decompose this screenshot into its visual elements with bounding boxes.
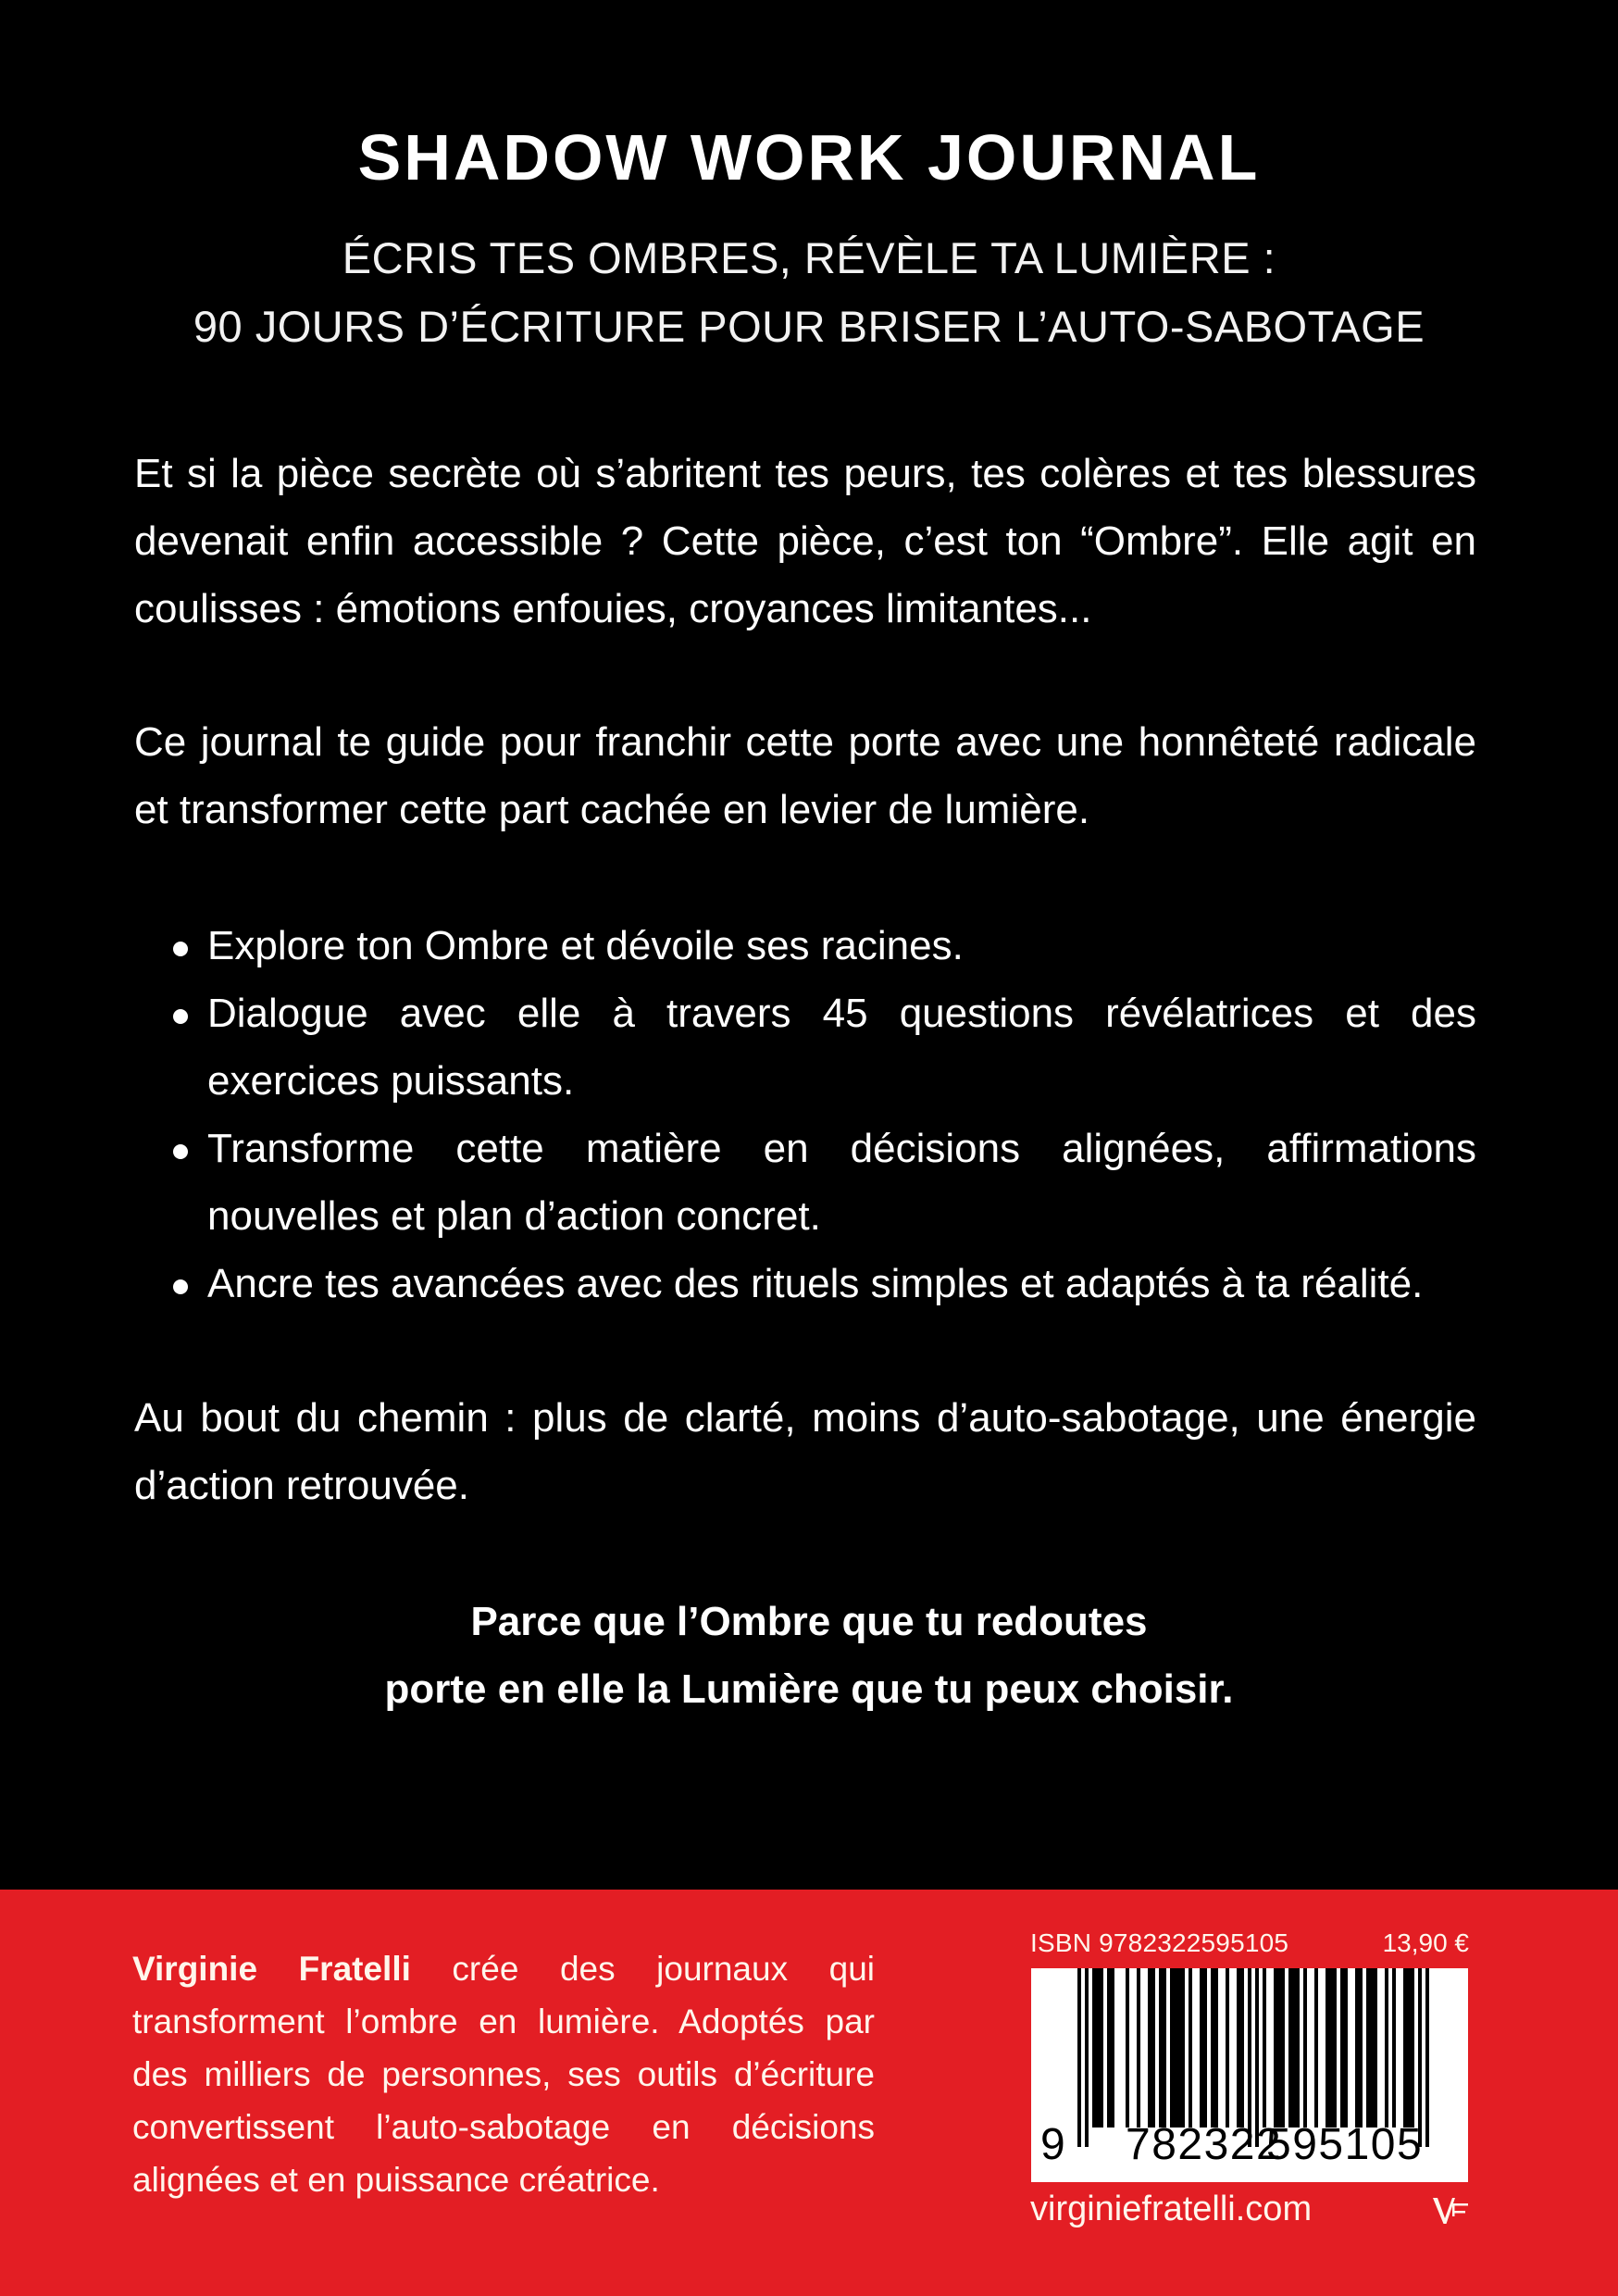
barcode-bar: [1203, 1968, 1207, 2128]
list-item-text: Explore ton Ombre et dévoile ses racines.: [207, 923, 964, 968]
isbn-label: ISBN 9782322595105: [1030, 1928, 1289, 1957]
barcode-bar: [1425, 1968, 1429, 2147]
bullet-icon: [173, 942, 188, 956]
list-item-text: Dialogue avec elle à travers 45 questions révélatrices et des exercices puissants.: [207, 991, 1476, 1104]
list-item: [134, 1115, 1476, 1250]
barcode-bar: [1359, 1968, 1363, 2128]
closing-line-2: porte en elle la Lumière que tu peux choisir.: [384, 1666, 1234, 1712]
closing-quote: [0, 1588, 1618, 1723]
barcode-bar: [1303, 1968, 1307, 2128]
barcode-bar: [1077, 1968, 1081, 2147]
barcode-bar: [1151, 1968, 1155, 2128]
list-item-text: Transforme cette matière en décisions alignées, affirmations nouvelles et plan d’action concret.: [207, 1126, 1476, 1239]
subtitle-line-2: 90 JOURS D’ÉCRITURE POUR BRISER L’AUTO-SABOTAGE: [193, 302, 1425, 351]
barcode-bar: [1240, 1968, 1244, 2128]
price-label: 13,90 €: [1382, 1928, 1469, 1957]
barcode-right-digits: 595105: [1266, 2120, 1424, 2169]
guide-paragraph: Ce journal te guide pour franchir cette porte avec une honnêteté radicale et transformer cette part cachée en levier de lumière.: [134, 719, 1476, 832]
barcode-first-digit: 9: [1040, 2120, 1065, 2169]
barcode-bar: [1163, 1968, 1166, 2128]
barcode-bar: [1385, 1968, 1388, 2128]
list-item: [134, 1250, 1476, 1317]
list-item: [134, 912, 1476, 980]
intro-paragraph: Et si la pièce secrète où s’abritent tes peurs, tes colères et tes blessures devenait enfin accessible ? Cette pièce, c’est ton “Ombre”. Elle agit en coulisses : émotions enfouies, croyances limitantes...: [134, 451, 1476, 631]
list-item-text: Ancre tes avancées avec des rituels simples et adaptés à ta réalité.: [207, 1261, 1424, 1306]
barcode-bar: [1314, 1968, 1318, 2128]
author-bio-text: crée des journaux qui transforment l’ombre en lumière. Adoptés par des milliers de personnes, ses outils d’écriture convertissent l’auto-sabotage en décisions alignées et en puissance créatrice.: [132, 1950, 875, 2199]
barcode-bar: [1263, 1968, 1266, 2128]
barcode-bar: [1281, 1968, 1285, 2128]
barcode-bar: [1137, 1968, 1140, 2128]
list-item: [134, 980, 1476, 1115]
book-title: SHADOW WORK JOURNAL: [357, 121, 1261, 193]
barcode-left-digits: 782322: [1126, 2120, 1283, 2169]
bullet-icon: [173, 1144, 188, 1159]
barcode-bar: [1126, 1968, 1129, 2128]
benefits-list: [134, 912, 1476, 1317]
barcode-bar: [1374, 1968, 1377, 2128]
barcode-bar: [1181, 1968, 1185, 2128]
isbn-price-line: [1030, 1929, 1469, 1957]
bullet-icon: [173, 1279, 188, 1294]
vf-monogram-icon: [1432, 2196, 1469, 2226]
outcome-paragraph: Au bout du chemin : plus de clarté, moins d’auto-sabotage, une énergie d’action retrouvée.: [134, 1395, 1476, 1508]
author-bio: [132, 1942, 875, 2206]
barcode-bar: [1296, 1968, 1300, 2128]
subtitle-line-1: ÉCRIS TES OMBRES, RÉVÈLE TA LUMIÈRE :: [342, 233, 1276, 282]
barcode-bar: [1085, 1968, 1089, 2147]
bullet-icon: [173, 1009, 188, 1024]
author-name: Virginie Fratelli: [132, 1950, 411, 1988]
barcode-bar: [1100, 1968, 1103, 2128]
barcode-bar: [1344, 1968, 1348, 2128]
barcode-bar: [1392, 1968, 1396, 2128]
website-link[interactable]: virginiefratelli.com: [1030, 2190, 1313, 2228]
barcode-bar: [1214, 1968, 1218, 2128]
barcode-bar: [1411, 1968, 1414, 2128]
barcode-bar: [1189, 1968, 1192, 2128]
closing-line-1: Parce que l’Ombre que tu redoutes: [470, 1599, 1148, 1644]
barcode-bar: [1226, 1968, 1229, 2128]
barcode-bar: [1333, 1968, 1337, 2128]
book-subtitle: [0, 224, 1618, 361]
barcode: [1031, 1968, 1468, 2182]
barcode-bar: [1111, 1968, 1114, 2128]
